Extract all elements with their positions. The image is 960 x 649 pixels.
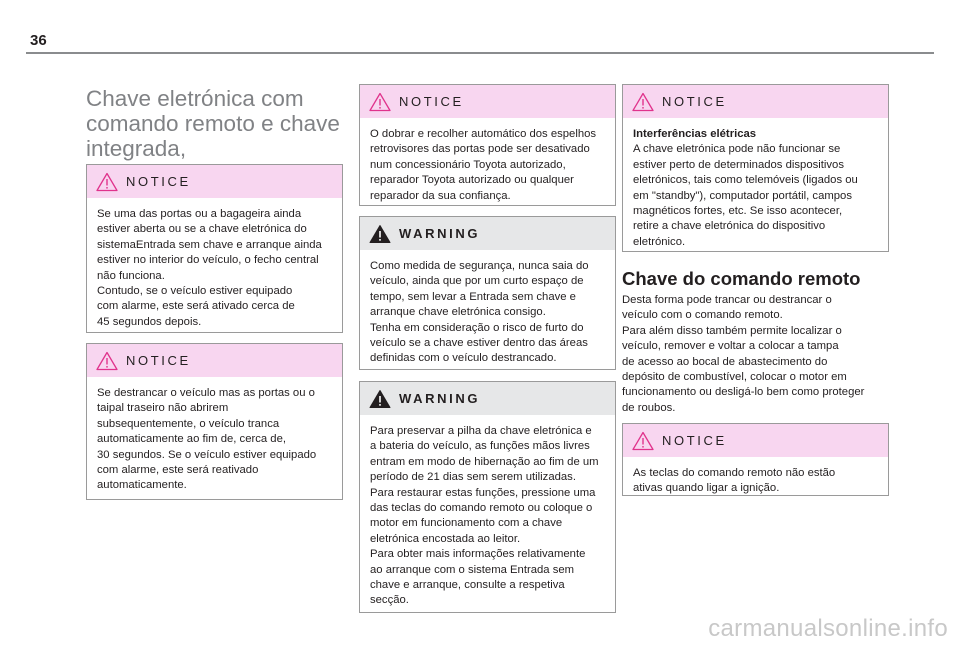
warning-body: [360, 415, 615, 617]
body-line: reparador Toyota autorizado ou qualquer: [370, 174, 574, 187]
body-line: retrovisores das portas pode ser desativado: [370, 143, 590, 156]
body-line: não funciona.: [97, 269, 165, 282]
body-line: A chave eletrónica pode não funcionar se: [633, 143, 841, 156]
notice-header: [623, 85, 888, 118]
body-line: O dobrar e recolher automático dos espelhos: [370, 128, 597, 140]
body-line: ativas quando ligar a ignição.: [633, 482, 780, 495]
body-line: eletrónico.: [633, 235, 686, 248]
title-line: Chave eletrónica com: [86, 86, 304, 111]
body-line: secção.: [370, 594, 409, 607]
notice-subheading: Interferências elétricas: [633, 128, 757, 140]
body-line: estiver aberta ou se a chave eletrónica do: [97, 223, 307, 236]
warning-box-battery-saving: [359, 381, 616, 613]
warning-triangle-icon: [369, 389, 391, 409]
body-line: Para preservar a pilha da chave eletrónica e: [370, 425, 592, 437]
body-line: subsequentemente, o veículo tranca: [97, 417, 280, 430]
body-line: entram em modo de hibernação ao fim de um: [370, 455, 599, 468]
notice-triangle-icon: [369, 92, 391, 112]
body-line: retire a chave eletrónica do dispositivo: [633, 220, 826, 233]
notice-body: [360, 118, 615, 212]
top-rule: [26, 52, 934, 54]
warning-header: [360, 217, 615, 250]
warning-header: [360, 382, 615, 415]
notice-triangle-icon: [632, 92, 654, 112]
title-line: integrada,: [86, 136, 187, 161]
body-line: de roubos.: [622, 401, 676, 414]
body-line: reparador da sua confiança.: [370, 189, 511, 202]
body-line: taipal traseiro não abrirem: [97, 402, 229, 415]
warning-body: [360, 250, 615, 375]
notice-body: [87, 377, 342, 502]
body-line: Contudo, se o veículo estiver equipado: [97, 285, 293, 298]
body-line: chave e arranque, consulte a respetiva: [370, 579, 565, 592]
body-line: automaticamente.: [97, 479, 187, 492]
body-line: Como medida de segurança, nunca saia do: [370, 260, 589, 272]
body-line: Se uma das portas ou a bagageira ainda: [97, 208, 302, 220]
body-line: motor em funcionamento com a chave: [370, 517, 563, 530]
warning-box-security: [359, 216, 616, 370]
notice-header: [87, 344, 342, 377]
body-line: Tenha em consideração o risco de furto do: [370, 321, 584, 334]
body-line: período de 21 dias sem serem utilizadas.: [370, 471, 576, 484]
watermark: carmanualsonline.info: [708, 615, 948, 642]
body-line: 45 segundos depois.: [97, 315, 202, 328]
body-line: veículo, remover e voltar a colocar a tampa: [622, 340, 839, 353]
body-line: Desta forma pode trancar ou destrancar o: [622, 294, 832, 306]
notice-label: NOTICE: [662, 94, 727, 109]
body-line: eletrónica encostada ao leitor.: [370, 532, 521, 545]
notice-triangle-icon: [96, 172, 118, 192]
notice-body: [623, 118, 888, 258]
body-line: automaticamente ao fim de, cerca de,: [97, 433, 287, 446]
body-line: estiver no interior do veículo, o fecho central: [97, 254, 319, 267]
body-line: a bateria do veículo, as funções mãos livres: [370, 440, 590, 453]
notice-triangle-icon: [632, 431, 654, 451]
body-line: As teclas do comando remoto não estão: [633, 467, 836, 479]
notice-label: NOTICE: [126, 174, 191, 189]
body-line: com alarme, este será reativado: [97, 464, 259, 477]
remote-paragraph: [622, 293, 892, 416]
body-line: num concessionário Toyota autorizado,: [370, 158, 566, 171]
body-line: arranque chave eletrónica consigo.: [370, 306, 546, 319]
notice-triangle-icon: [96, 351, 118, 371]
body-line: ao arranque com o sistema Entrada sem: [370, 563, 575, 576]
body-line: funcionamento ou desligá-lo bem como proteger: [622, 386, 865, 399]
page-number: 36: [30, 32, 47, 49]
body-line: veículo, ainda que por um curto espaço de: [370, 275, 584, 288]
body-line: sistemaEntrada sem chave e arranque ainda: [97, 238, 322, 251]
warning-label: WARNING: [399, 391, 481, 406]
body-line: veículo com o comando remoto.: [622, 309, 783, 322]
notice-label: NOTICE: [662, 433, 727, 448]
body-line: de acesso ao bocal de abastecimento do: [622, 355, 828, 368]
notice-box-hands-free-lock: [86, 164, 343, 333]
body-line: Se destrancar o veículo mas as portas ou o: [97, 387, 315, 399]
notice-box-mirror-folding: [359, 84, 616, 206]
body-line: em "standby"), computador portátil, campos: [633, 189, 852, 202]
body-line: com alarme, este será ativado cerca de: [97, 300, 295, 313]
notice-body: [87, 198, 342, 338]
warning-label: WARNING: [399, 226, 481, 241]
notice-header: [87, 165, 342, 198]
warning-triangle-icon: [369, 224, 391, 244]
body-line: veículo se a chave estiver dentro das áreas: [370, 337, 588, 350]
notice-box-auto-relock: [86, 343, 343, 500]
body-line: tempo, sem levar a Entrada sem chave e: [370, 290, 576, 303]
remote-heading: Chave do comando remoto: [622, 268, 861, 289]
body-line: magnéticos fortes, etc. Se isso acontecer,: [633, 205, 843, 218]
notice-box-electrical-interference: [622, 84, 889, 252]
notice-body: [623, 457, 888, 505]
body-line: estiver perto de determinados dispositivos: [633, 158, 844, 171]
notice-label: NOTICE: [126, 353, 191, 368]
notice-label: NOTICE: [399, 94, 464, 109]
body-line: Para além disso também permite localizar o: [622, 324, 842, 337]
body-line: das teclas do comando remoto ou coloque o: [370, 502, 593, 515]
body-line: 30 segundos. Se o veículo estiver equipado: [97, 448, 317, 461]
body-line: depósito de combustível, colocar o motor em: [622, 371, 847, 384]
body-line: definidas com o veículo destrancado.: [370, 352, 557, 365]
notice-header: [360, 85, 615, 118]
body-line: eletrónicos, tais como telemóveis (ligados ou: [633, 174, 858, 187]
section-title: [86, 86, 346, 161]
notice-header: [623, 424, 888, 457]
body-line: Para restaurar estas funções, pressione uma: [370, 486, 596, 499]
title-line: comando remoto e chave: [86, 111, 340, 136]
notice-box-ignition-keys: [622, 423, 889, 496]
body-line: Para obter mais informações relativamente: [370, 548, 586, 561]
